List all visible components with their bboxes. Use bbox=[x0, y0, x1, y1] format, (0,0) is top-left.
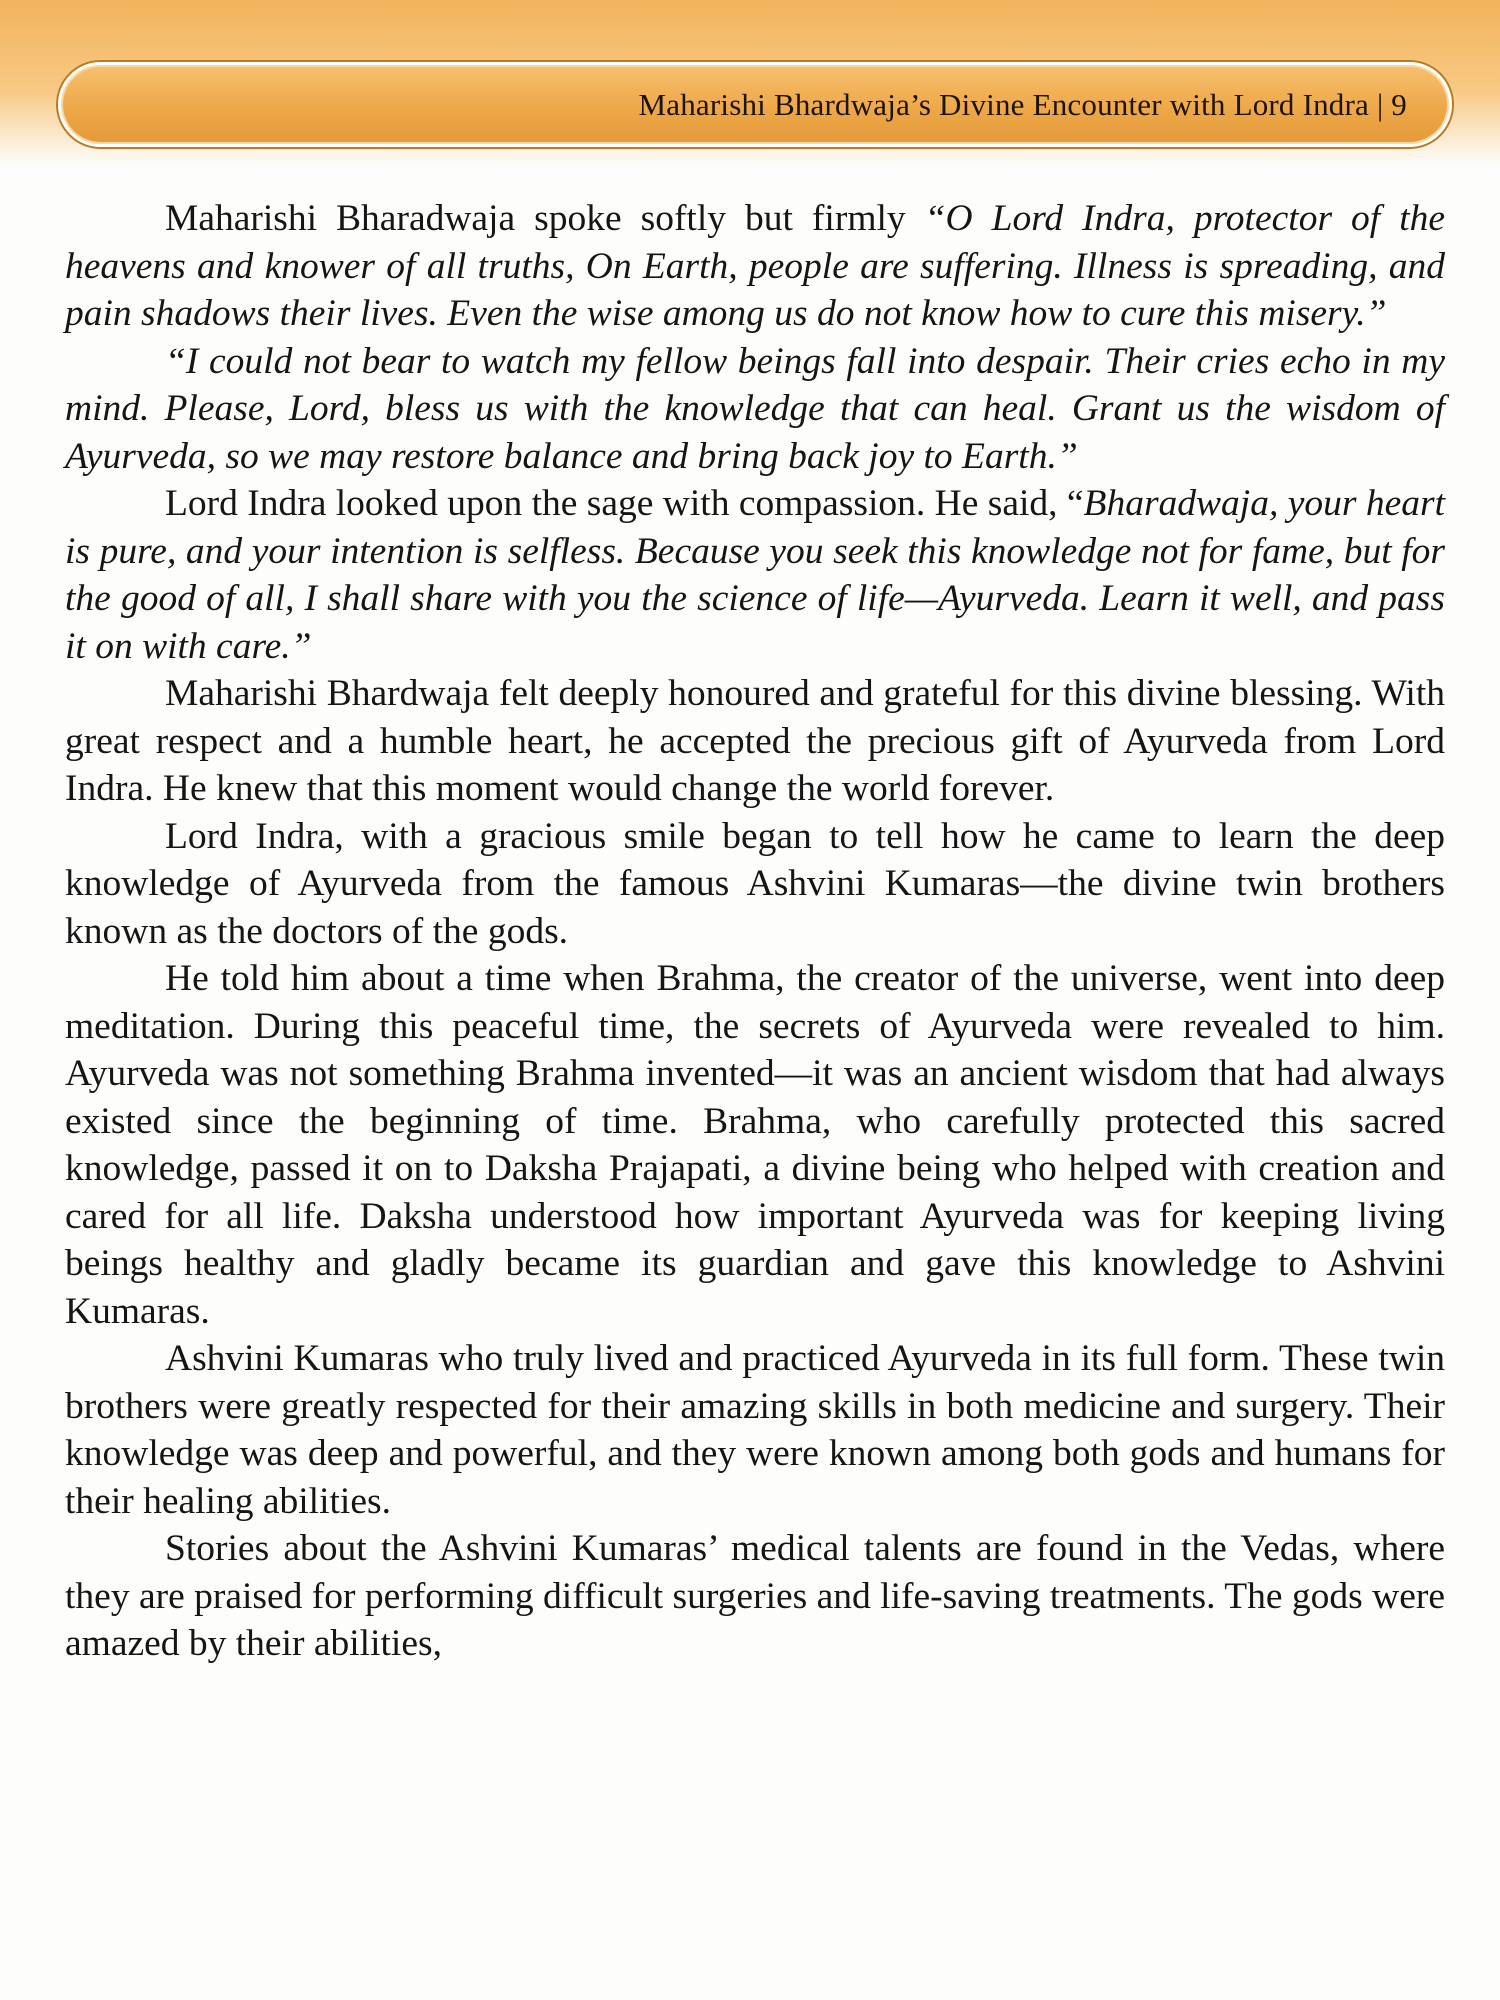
paragraph-1-quote: “O Lord Indra, protector of the heavens and knower of all truths, On Earth, people are suffering. Illness is spreading, and pain shadows their lives. Even the wise among us do not know how to cure this misery.” bbox=[65, 198, 1446, 334]
running-header bbox=[58, 62, 1452, 147]
paragraph-8: Stories about the Ashvini Kumaras’ medical talents are found in the Vedas, where they are praised for performing difficult surgeries and life-saving treatments. The gods were amazed by their abilities, bbox=[65, 1528, 1445, 1664]
paragraph-3-lead: Lord Indra looked upon the sage with compassion. He said, “ bbox=[165, 483, 1084, 524]
paragraph-1 bbox=[65, 195, 1445, 338]
paragraph-3-quote: Bharadwaja, your heart is pure, and your intention is selfless. Because you seek this knowledge not for fame, but for the good of all, I shall share with you the science of life—Ayurveda. Learn it well, and pass it on with care.” bbox=[65, 483, 1445, 667]
paragraph-5: Lord Indra, with a gracious smile began to tell how he came to learn the deep knowledge of Ayurveda from the famous Ashvini Kumaras—the divine twin brothers known as the doctors of the gods. bbox=[65, 815, 1445, 952]
page-body bbox=[65, 195, 1445, 1668]
paragraph-2-quote: “I could not bear to watch my fellow beings fall into despair. Their cries echo in my mind. Please, Lord, bless us with the knowledge that can heal. Grant us the wisdom of Ayurveda, so we may restore balance and bring back joy to Earth.” bbox=[65, 340, 1445, 477]
paragraph-2 bbox=[65, 338, 1445, 481]
paragraph-7: Ashvini Kumaras who truly lived and practiced Ayurveda in its full form. These twin brothers were greatly respected for their amazing skills in both medicine and surgery. Their knowledge was deep and powerful, and they were known among both gods and humans for their healing abilities. bbox=[65, 1338, 1445, 1522]
paragraph-4: Maharishi Bhardwaja felt deeply honoured and grateful for this divine blessing. With great respect and a humble heart, he accepted the precious gift of Ayurveda from Lord Indra. He knew that this moment would change the world forever. bbox=[65, 673, 1445, 809]
paragraph-6: He told him about a time when Brahma, the creator of the universe, went into deep meditation. During this peaceful time, the secrets of Ayurveda were revealed to him. Ayurveda was not something Brahma invented—it was an ancient wisdom that had always existed since the beginning of time. Brahma, who carefully protected this sacred knowledge, passed it on to Daksha Prajapati, a divine being who helped with creation and cared for all life. Daksha understood how important Ayurveda was for keeping living beings healthy and gladly became its guardian and gave this knowledge to Ashvini Kumaras. bbox=[65, 958, 1445, 1332]
paragraph-1-lead: Maharishi Bharadwaja spoke softly but firmly bbox=[165, 198, 925, 239]
running-header-title: Maharishi Bhardwaja’s Divine Encounter with Lord Indra | 9 bbox=[638, 87, 1407, 122]
paragraph-3 bbox=[65, 480, 1445, 670]
